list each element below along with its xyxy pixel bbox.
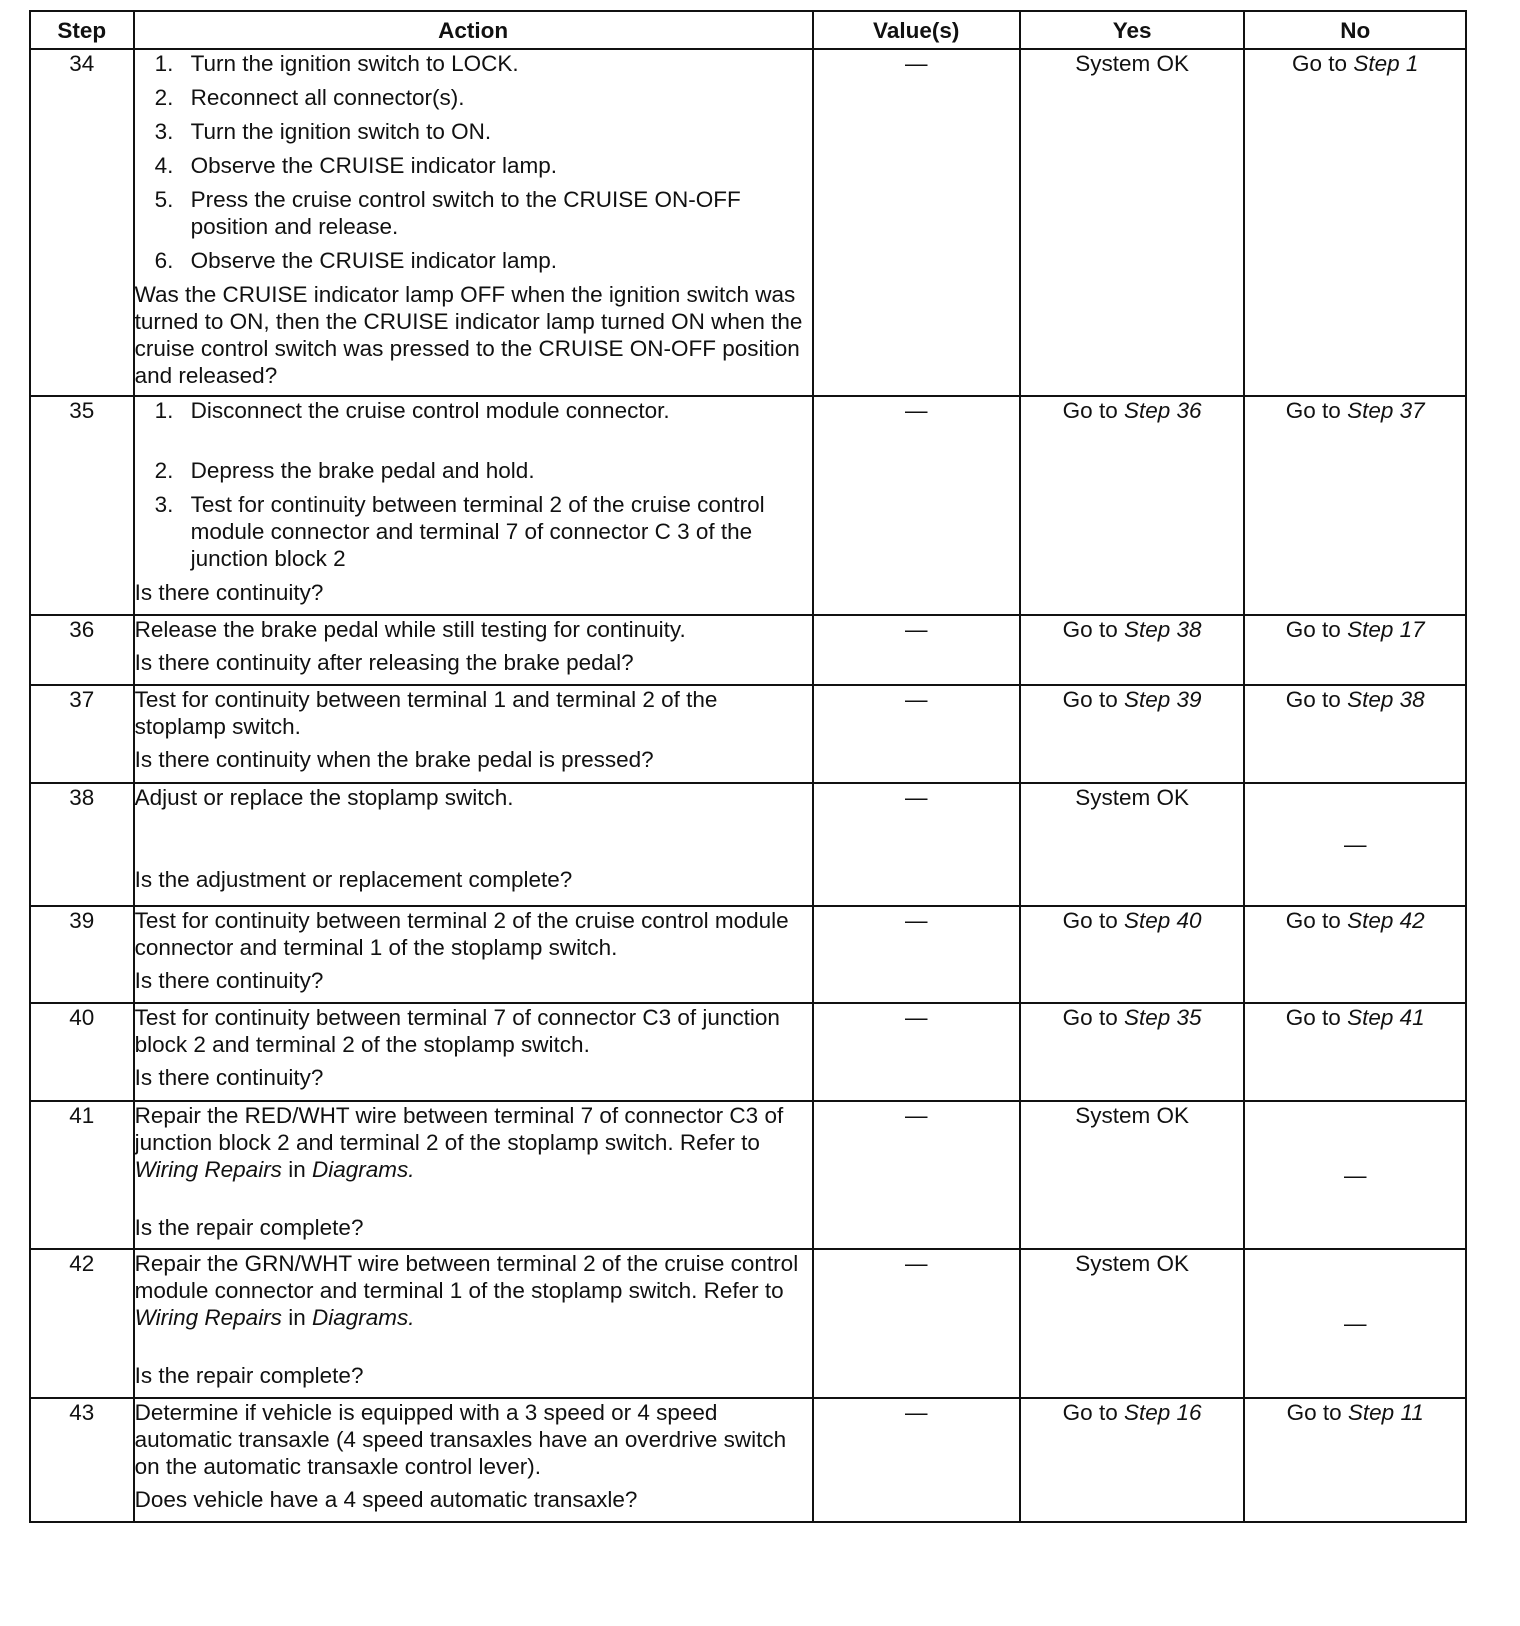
- table-row-step-37: [30, 685, 1466, 783]
- no-result: —: [1244, 783, 1466, 906]
- header-no: No: [1244, 11, 1466, 49]
- step-number: 37: [30, 685, 134, 783]
- list-item: 2. Reconnect all connector(s).: [154, 85, 465, 110]
- reference-link: Wiring Repairs: [134, 1157, 282, 1182]
- value-cell: —: [813, 906, 1020, 1003]
- list-item: 4. Observe the CRUISE indicator lamp.: [154, 153, 557, 178]
- no-result: —: [1244, 1101, 1466, 1249]
- yes-result: Go to Step 35: [1020, 1003, 1245, 1101]
- diagnostic-table: [29, 10, 1467, 1523]
- value-cell: —: [813, 615, 1020, 685]
- no-result: Go to Step 17: [1244, 615, 1466, 685]
- action-text: Repair the GRN/WHT wire between terminal 2 of the cruise control module connector and terminal 1 of the stoplamp switch. Refer to Wiring Repairs in Diagrams.: [134, 1251, 799, 1330]
- step-number: 38: [30, 783, 134, 906]
- table-row-step-42: [30, 1249, 1466, 1398]
- yes-result: Go to Step 39: [1020, 685, 1245, 783]
- header-values: Value(s): [813, 11, 1020, 49]
- step-link: Step 11: [1347, 1400, 1424, 1425]
- step-link: Step 37: [1347, 398, 1425, 423]
- header-row: [30, 11, 1466, 49]
- value-cell: —: [813, 396, 1020, 615]
- action-cell: [134, 783, 813, 906]
- list-item: 3. Turn the ignition switch to ON.: [154, 119, 492, 144]
- no-result: Go to Step 11: [1244, 1398, 1466, 1522]
- step-number: 36: [30, 615, 134, 685]
- action-cell: [134, 1398, 813, 1522]
- list-item: 2. Depress the brake pedal and hold.: [154, 458, 535, 483]
- no-result: Go to Step 1: [1244, 49, 1466, 396]
- spacer: [135, 1183, 812, 1214]
- header-yes: Yes: [1020, 11, 1245, 49]
- value-cell: —: [813, 1249, 1020, 1398]
- action-cell: [134, 49, 813, 396]
- step-link: Step 38: [1123, 617, 1202, 642]
- value-cell: —: [813, 1003, 1020, 1101]
- value-cell: —: [813, 1101, 1020, 1249]
- question-text: Is there continuity?: [134, 1065, 324, 1090]
- step-number: 34: [30, 49, 134, 396]
- step-link: Step 35: [1123, 1005, 1202, 1030]
- yes-result: Go to Step 16: [1020, 1398, 1245, 1522]
- step-number: 43: [30, 1398, 134, 1522]
- yes-result: System OK: [1020, 49, 1245, 396]
- action-text: Adjust or replace the stoplamp switch.: [134, 785, 514, 810]
- value-cell: —: [813, 49, 1020, 396]
- value-cell: —: [813, 1398, 1020, 1522]
- action-text: Test for continuity between terminal 7 of connector C3 of junction block 2 and terminal 2 of the stoplamp switch.: [134, 1005, 780, 1057]
- header-step: Step: [30, 11, 134, 49]
- no-result: Go to Step 42: [1244, 906, 1466, 1003]
- action-cell: [134, 1101, 813, 1249]
- action-text: Repair the RED/WHT wire between terminal 7 of connector C3 of junction block 2 and terminal 2 of the stoplamp switch. Refer to Wiring Repairs in Diagrams.: [134, 1103, 784, 1182]
- no-result: —: [1244, 1249, 1466, 1398]
- table-row-step-34: [30, 49, 1466, 396]
- table-row-step-43: [30, 1398, 1466, 1522]
- value-cell: —: [813, 685, 1020, 783]
- table-row-step-38: [30, 783, 1466, 906]
- list-item: 6. Observe the CRUISE indicator lamp.: [154, 248, 557, 273]
- step-number: 42: [30, 1249, 134, 1398]
- no-result: Go to Step 37: [1244, 396, 1466, 615]
- action-cell: [134, 396, 813, 615]
- step-link: Step 40: [1123, 908, 1202, 933]
- action-text: Determine if vehicle is equipped with a 3 speed or 4 speed automatic transaxle (4 speed transaxles have an overdrive switch on the automatic transaxle control lever).: [134, 1400, 787, 1479]
- value-cell: —: [813, 783, 1020, 906]
- header-action: Action: [134, 11, 813, 49]
- list-item: 3. Test for continuity between terminal 2 of the cruise control module connector and terminal 7 of connector C 3 of the junction block 2: [154, 492, 765, 571]
- question-text: Is there continuity after releasing the brake pedal?: [134, 650, 634, 675]
- yes-result: Go to Step 40: [1020, 906, 1245, 1003]
- action-text: Release the brake pedal while still testing for continuity.: [134, 617, 686, 642]
- action-list: [135, 50, 812, 274]
- reference-link: Diagrams.: [311, 1157, 415, 1182]
- spacer: [135, 811, 812, 866]
- question-text: Does vehicle have a 4 speed automatic transaxle?: [134, 1487, 638, 1512]
- no-result: Go to Step 41: [1244, 1003, 1466, 1101]
- question-text: Is the adjustment or replacement complete?: [134, 867, 573, 892]
- question-text: Is there continuity when the brake pedal is pressed?: [134, 747, 654, 772]
- yes-result: Go to Step 38: [1020, 615, 1245, 685]
- step-link: Step 36: [1123, 398, 1202, 423]
- question-text: Is there continuity?: [134, 968, 324, 993]
- action-text: Test for continuity between terminal 2 of the cruise control module connector and terminal 1 of the stoplamp switch.: [134, 908, 789, 960]
- action-cell: [134, 615, 813, 685]
- action-cell: [134, 906, 813, 1003]
- no-result: Go to Step 38: [1244, 685, 1466, 783]
- step-number: 40: [30, 1003, 134, 1101]
- question-text: Is there continuity?: [134, 580, 324, 605]
- step-number: 39: [30, 906, 134, 1003]
- table-row-step-35: [30, 396, 1466, 615]
- table-row-step-41: [30, 1101, 1466, 1249]
- yes-result: Go to Step 36: [1020, 396, 1245, 615]
- action-text: Test for continuity between terminal 1 and terminal 2 of the stoplamp switch.: [134, 687, 718, 739]
- question-text: Was the CRUISE indicator lamp OFF when the ignition switch was turned to ON, then the CRUISE indicator lamp turned ON when the cruise control switch was pressed to the CRUISE ON-OFF position and released?: [134, 282, 803, 388]
- yes-result: System OK: [1020, 1249, 1245, 1398]
- table-row-step-40: [30, 1003, 1466, 1101]
- spacer: [135, 431, 812, 457]
- action-cell: [134, 1003, 813, 1101]
- list-item: 1. Turn the ignition switch to LOCK.: [154, 51, 519, 76]
- step-link: Step 39: [1123, 687, 1202, 712]
- step-link: Step 41: [1347, 1005, 1425, 1030]
- yes-result: System OK: [1020, 783, 1245, 906]
- yes-result: System OK: [1020, 1101, 1245, 1249]
- table-row-step-36: [30, 615, 1466, 685]
- step-link: Step 38: [1347, 687, 1425, 712]
- step-link: Step 42: [1347, 908, 1425, 933]
- table-row-step-39: [30, 906, 1466, 1003]
- step-number: 41: [30, 1101, 134, 1249]
- step-number: 35: [30, 396, 134, 615]
- step-link: Step 1: [1353, 51, 1419, 76]
- step-link: Step 17: [1347, 617, 1425, 642]
- spacer: [135, 1331, 812, 1362]
- list-item: 1. Disconnect the cruise control module connector.: [154, 398, 670, 423]
- question-text: Is the repair complete?: [134, 1363, 364, 1388]
- question-text: Is the repair complete?: [134, 1215, 364, 1240]
- reference-link: Diagrams.: [311, 1305, 415, 1330]
- step-link: Step 16: [1123, 1400, 1202, 1425]
- action-list: [135, 397, 812, 572]
- list-item: 5. Press the cruise control switch to the CRUISE ON-OFF position and release.: [154, 187, 741, 239]
- action-cell: [134, 685, 813, 783]
- action-cell: [134, 1249, 813, 1398]
- reference-link: Wiring Repairs: [134, 1305, 282, 1330]
